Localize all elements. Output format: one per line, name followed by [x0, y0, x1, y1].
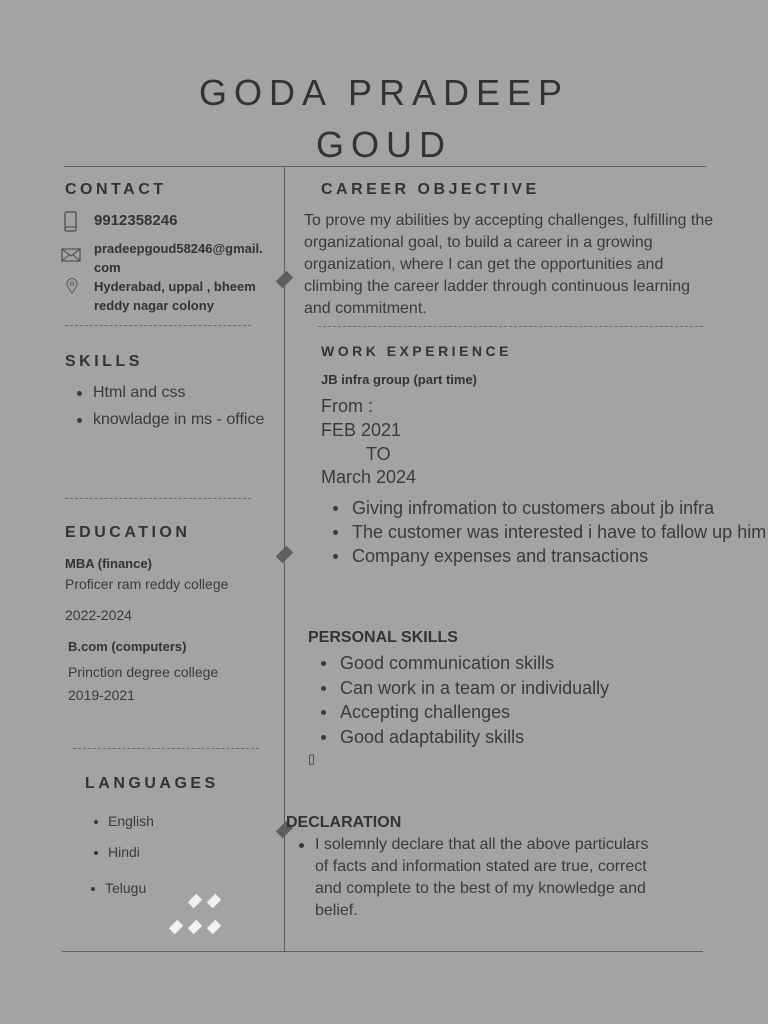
declaration-text: I solemnly declare that all the above particulars of facts and information stated are true, correct and complete to the best of my knowledge and belief. [287, 834, 662, 922]
edu-years-1: 2022-2024 [65, 607, 132, 623]
list-item: The customer was interested i have to fallow up him [321, 520, 768, 544]
list-item: Hindi [85, 844, 154, 860]
phone-icon [64, 211, 77, 232]
list-item: knowladge in ms - office [65, 409, 265, 431]
decor-diamond [188, 894, 202, 908]
contact-phone: 9912358246 [94, 212, 178, 229]
edu-college-1: Proficer ram reddy college [65, 576, 229, 592]
list-item: Can work in a team or individually [308, 676, 728, 701]
contact-address [94, 277, 256, 315]
list-item: Good adaptability skills [308, 725, 728, 750]
work-duties [321, 496, 768, 568]
decor-diamond [169, 920, 183, 934]
section-separator [65, 325, 251, 326]
work-from-date: FEB 2021 [321, 420, 402, 440]
section-separator [65, 498, 251, 499]
declaration-list [287, 834, 662, 922]
education-heading: EDUCATION [65, 524, 191, 541]
declaration-heading: DECLARATION [286, 814, 402, 831]
list-item: Good communication skills [308, 651, 728, 676]
decor-diamond [207, 920, 221, 934]
mail-icon [61, 248, 81, 262]
decor-diamond [188, 920, 202, 934]
edu-college-2: Prinction degree college [68, 664, 219, 680]
contact-heading: CONTACT [65, 181, 167, 198]
name-line-1: GODA PRADEEP [198, 72, 570, 113]
address-line-2: reddy nagar colony [94, 298, 214, 313]
top-divider [64, 166, 706, 167]
stray-glyph: ▯ [308, 751, 316, 766]
address-line-1: Hyderabad, uppal , bheem [94, 279, 256, 294]
list-item: Accepting challenges [308, 700, 728, 725]
list-item: Giving infromation to customers about jb infra [321, 496, 768, 520]
edu-degree-1: MBA (finance) [65, 556, 152, 571]
work-to-date: March 2024 [321, 467, 417, 487]
section-separator [73, 748, 259, 749]
edu-years-2: 2019-2021 [68, 687, 135, 703]
decor-diamond [207, 894, 221, 908]
skills-list [65, 382, 265, 436]
languages-heading: LANGUAGES [85, 775, 219, 792]
career-heading: CAREER OBJECTIVE [321, 181, 540, 198]
work-heading: WORK EXPERIENCE [321, 343, 512, 359]
contact-email[interactable]: pradeepgoud58246@gmail.com [94, 241, 263, 275]
list-item: Company expenses and transactions [321, 544, 768, 568]
languages-list [85, 813, 154, 896]
name-line-2: GOUD [316, 124, 452, 165]
list-item: English [85, 813, 154, 829]
list-item: Html and css [65, 382, 265, 404]
edu-degree-2: B.com (computers) [68, 639, 187, 654]
work-company: JB infra group (part time) [321, 372, 478, 387]
personal-skills-list [308, 651, 728, 749]
work-to-label: TO [366, 444, 391, 464]
location-pin-icon [66, 278, 78, 294]
skills-heading: SKILLS [65, 353, 143, 370]
list-item: Telugu [82, 880, 151, 896]
personal-skills-heading: PERSONAL SKILLS [308, 629, 458, 646]
work-from-label: From : [321, 396, 373, 416]
divider-diamond [276, 271, 294, 289]
section-separator [318, 326, 703, 327]
career-text: To prove my abilities by accepting challenges, fulfilling the organizational goal, to build a career in a growing organization, where I can get the opportunities and climbing the career ladder through continuous learning and commitment. [304, 212, 714, 317]
bottom-divider [62, 951, 703, 952]
divider-diamond [276, 546, 294, 564]
